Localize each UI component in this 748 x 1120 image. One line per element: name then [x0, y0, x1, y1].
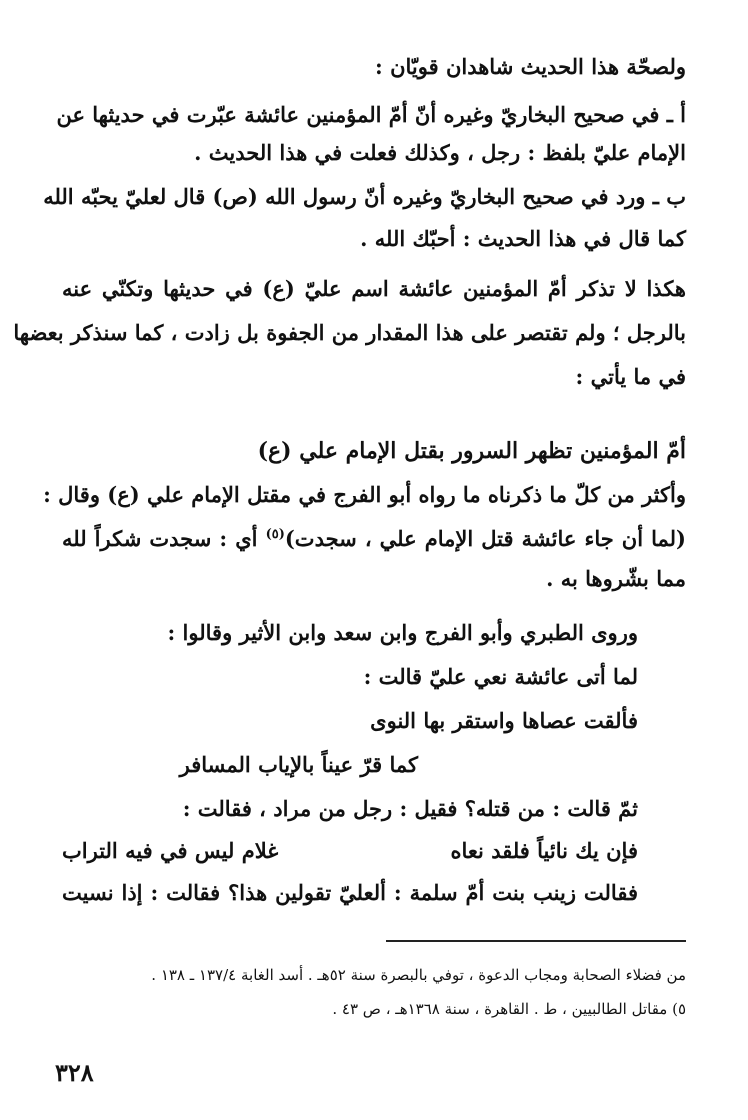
point-a-line-2: الإمام عليّ بلفظ : رجل ، وكذلك فعلت في هذا الحديث .	[194, 140, 686, 165]
point-b-line-1: ب ـ ورد في صحيح البخاريّ وغيره أنّ رسول الله (ص) قال لعليّ يحبّه الله	[43, 184, 686, 209]
quote-continuation: أي : سجدت شكراً لله	[62, 526, 266, 551]
section-line-4: وروى الطبري وأبو الفرج وابن سعد وابن الأثير وقالوا :	[167, 620, 638, 645]
intro-line: ولصحّة هذا الحديث شاهدان قويّان :	[375, 54, 686, 79]
poem-verse-3-second: غلام ليس في فيه التراب	[62, 838, 279, 863]
section-line-3: مما بشّروها به .	[546, 566, 686, 591]
footnote-ref: (٥)	[265, 527, 285, 542]
footnote-2: ٥) مقاتل الطالبيين ، ط . القاهرة ، سنة ١٣٦٨هـ ، ص ٤٣ .	[332, 1000, 686, 1018]
paragraph-line-1: هكذا لا تذكر أمّ المؤمنين عائشة اسم عليّ (ع) في حديثها وتكنّي عنه	[62, 276, 686, 301]
quote-text: (لما أن جاء عائشة قتل الإمام علي ، سجدت)	[284, 526, 686, 551]
section-line-2	[62, 518, 686, 556]
footnote-divider	[386, 940, 686, 942]
footnote-1: من فضلاء الصحابة ومجاب الدعوة ، توفي بالبصرة سنة ٥٢هـ . أسد الغابة ١٣٧/٤ ـ ١٣٨ .	[151, 966, 686, 984]
paragraph-line-3: في ما يأتي :	[575, 364, 686, 389]
poem-intervening-line: ثمّ قالت : من قتله؟ فقيل : رجل من مراد ، فقالت :	[182, 796, 638, 821]
poem-verse-1: فألقت عصاها واستقر بها النوى	[370, 708, 638, 733]
poem-verse-2: كما قرّ عيناً بالإياب المسافر	[179, 752, 418, 777]
poem-verse-3-first: فإن يك نائياً فلقد نعاه	[450, 838, 638, 863]
point-a-line-1: أ ـ في صحيح البخاريّ وغيره أنّ أمّ المؤمنين عائشة عبّرت في حديثها عن	[56, 102, 686, 127]
poem-last-line: فقالت زينب بنت أمّ سلمة : ألعليّ تقولين هذا؟ فقالت : إذا نسيت	[62, 880, 638, 905]
poem-verse-3	[62, 834, 638, 868]
point-b-line-2: كما قال في هذا الحديث : أحبّك الله .	[360, 226, 686, 251]
section-line-5: لما أتى عائشة نعي عليّ قالت :	[363, 664, 638, 689]
paragraph-line-2: بالرجل ؛ ولم تقتصر على هذا المقدار من الجفوة بل زادت ، كما سنذكر بعضها	[13, 320, 686, 345]
section-heading: أمّ المؤمنين تظهر السرور بقتل الإمام علي (ع)	[257, 438, 686, 464]
page-number: ٣٢٨	[55, 1058, 94, 1087]
section-line-1: وأكثر من كلّ ما ذكرناه ما رواه أبو الفرج في مقتل الإمام علي (ع) وقال :	[43, 482, 686, 507]
